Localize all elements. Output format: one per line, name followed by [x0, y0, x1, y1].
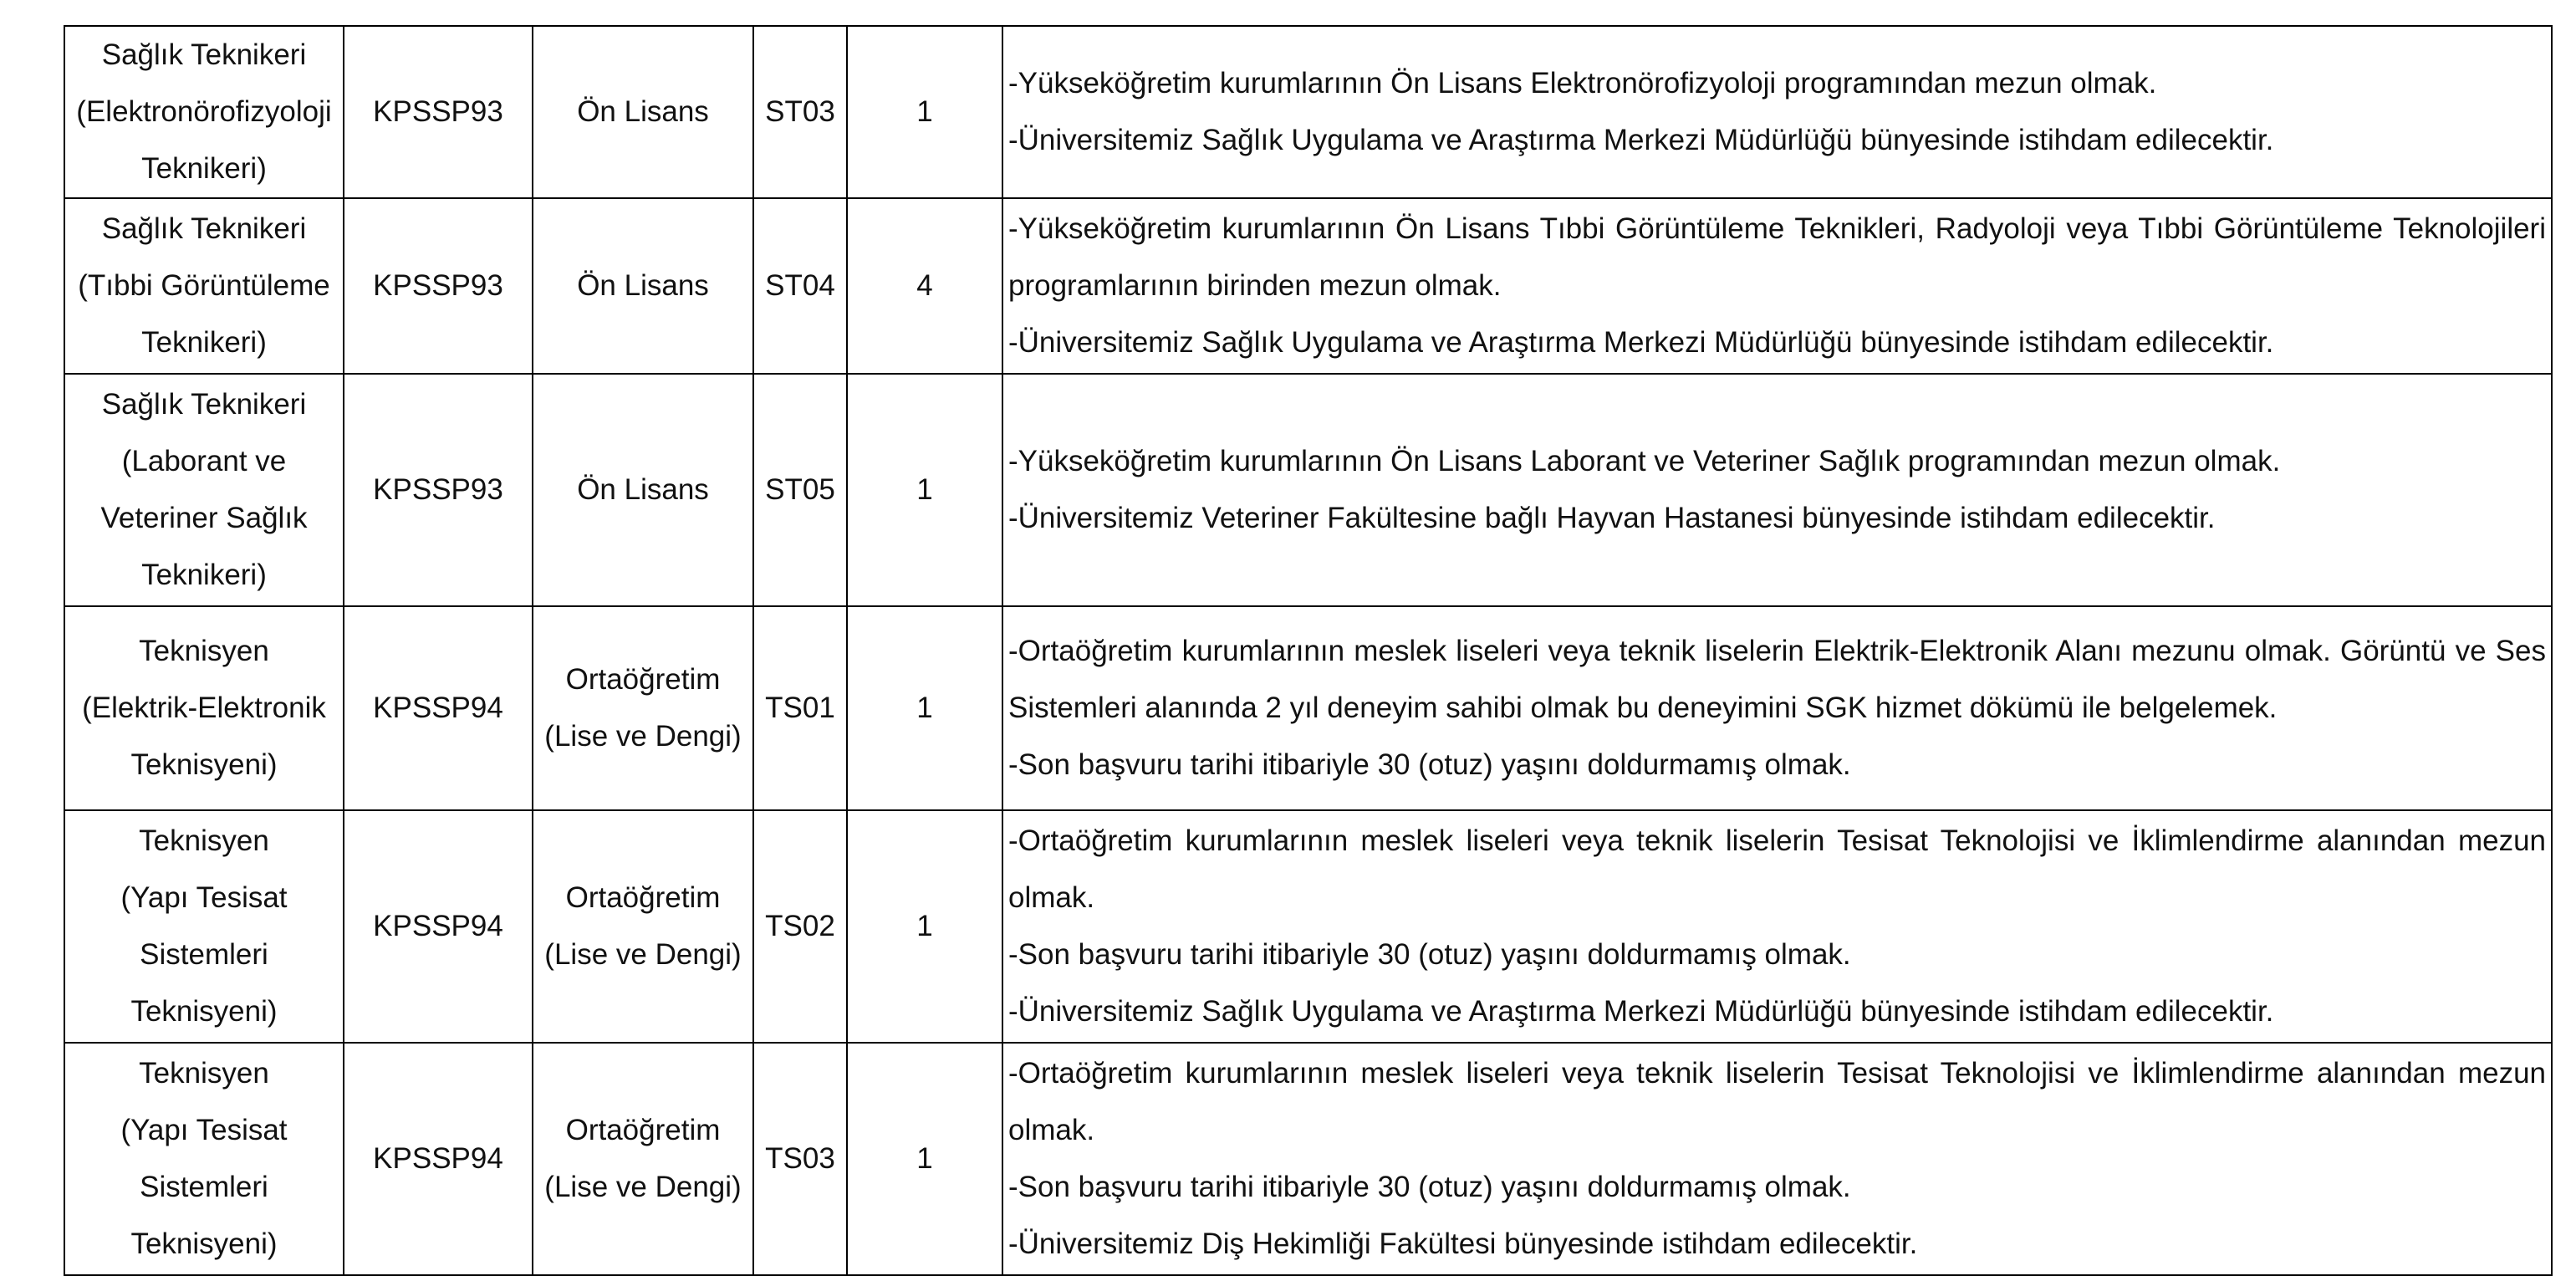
table-row — [64, 374, 2552, 606]
education-level-cell — [533, 26, 753, 198]
education-level-line: (Lise ve Dengi) — [544, 1171, 742, 1203]
position-code-cell: TS03 — [753, 1043, 847, 1275]
requirement-item: -Üniversitemiz Sağlık Uygulama ve Araştırma Merkezi Müdürlüğü bünyesinde istihdam edilecektir. — [1008, 995, 2274, 1028]
position-title-line: Teknikeri) — [141, 152, 267, 185]
position-title-line: Sağlık Teknikeri — [101, 388, 307, 421]
requirement-item: -Ortaöğretim kurumlarının meslek liseleri veya teknik liselerin Tesisat Teknolojisi ve İklimlendirme alanından mezun olmak. — [1008, 1057, 2546, 1146]
requirements-cell — [1002, 1043, 2552, 1275]
position-title-line: (Yapı Tesisat — [120, 881, 288, 914]
education-level-cell — [533, 1043, 753, 1275]
position-title-line: Teknikeri) — [141, 326, 267, 359]
education-level-cell — [533, 810, 753, 1043]
requirement-item: -Ortaöğretim kurumlarının meslek liseleri veya teknik liselerin Tesisat Teknolojisi ve İklimlendirme alanından mezun olmak. — [1008, 824, 2546, 914]
requirements-cell — [1002, 198, 2552, 374]
requirement-item: -Yükseköğretim kurumlarının Ön Lisans Tıbbi Görüntüleme Teknikleri, Radyoloji veya Tıbbi Görüntüleme Teknolojileri programlarının birinden mezun olmak. — [1008, 212, 2546, 302]
requirement-item: -Ortaöğretim kurumlarının meslek liseleri veya teknik liselerin Elektrik-Elektronik Alanı mezunu olmak. Görüntü ve Ses Sistemleri alanında 2 yıl deneyim sahibi olmak bu deneyimini SGK hizmet dökümü ile belgelemek. — [1008, 635, 2546, 724]
kpss-score-type-cell: KPSSP94 — [344, 810, 533, 1043]
position-count-cell: 4 — [847, 198, 1002, 374]
position-title-line: Sistemleri — [140, 1171, 268, 1203]
education-level-line: (Lise ve Dengi) — [544, 720, 742, 753]
requirement-item: -Üniversitemiz Sağlık Uygulama ve Araştırma Merkezi Müdürlüğü bünyesinde istihdam edilecektir. — [1008, 326, 2274, 359]
requirement-item: -Üniversitemiz Sağlık Uygulama ve Araştırma Merkezi Müdürlüğü bünyesinde istihdam edilecektir. — [1008, 124, 2274, 156]
position-title-line: Veteriner Sağlık — [100, 502, 308, 534]
education-level-line: Ön Lisans — [577, 473, 709, 506]
education-level-line: Ortaöğretim — [565, 881, 721, 914]
position-title-cell — [64, 606, 344, 810]
position-title-line: Teknisyen — [139, 635, 269, 667]
position-code-cell: ST05 — [753, 374, 847, 606]
position-title-line: Teknisyeni) — [130, 748, 278, 781]
position-title-line: Sağlık Teknikeri — [101, 38, 307, 71]
requirement-item: -Son başvuru tarihi itibariyle 30 (otuz) yaşını doldurmamış olmak. — [1008, 1171, 1851, 1203]
position-title-line: (Tıbbi Görüntüleme — [78, 269, 330, 302]
kpss-score-type-cell: KPSSP94 — [344, 606, 533, 810]
position-title-line: (Laborant ve — [121, 445, 287, 477]
position-count-cell: 1 — [847, 374, 1002, 606]
education-level-cell — [533, 198, 753, 374]
table-row — [64, 606, 2552, 810]
kpss-score-type-cell: KPSSP94 — [344, 1043, 533, 1275]
position-code-cell: TS02 — [753, 810, 847, 1043]
position-title-line: Teknisyeni) — [130, 995, 278, 1028]
requirement-item: -Yükseköğretim kurumlarının Ön Lisans Elektronörofizyoloji programından mezun olmak. — [1008, 67, 2157, 100]
position-title-line: (Elektrik-Elektronik — [82, 692, 326, 724]
position-title-cell — [64, 1043, 344, 1275]
position-code-cell: TS01 — [753, 606, 847, 810]
requirement-item: -Üniversitemiz Veteriner Fakültesine bağlı Hayvan Hastanesi bünyesinde istihdam edilecektir. — [1008, 502, 2216, 534]
position-title-line: (Elektronörofizyoloji — [76, 95, 332, 128]
position-count-cell: 1 — [847, 810, 1002, 1043]
position-count-cell: 1 — [847, 1043, 1002, 1275]
education-level-line: (Lise ve Dengi) — [544, 938, 742, 971]
requirement-item: -Üniversitemiz Diş Hekimliği Fakültesi bünyesinde istihdam edilecektir. — [1008, 1228, 1918, 1260]
position-count-cell: 1 — [847, 26, 1002, 198]
positions-table — [64, 25, 2553, 1276]
requirement-item: -Son başvuru tarihi itibariyle 30 (otuz) yaşını doldurmamış olmak. — [1008, 748, 1851, 781]
position-title-line: Teknisyen — [139, 824, 269, 857]
kpss-score-type-cell: KPSSP93 — [344, 374, 533, 606]
position-code-cell: ST03 — [753, 26, 847, 198]
education-level-line: Ortaöğretim — [565, 1114, 721, 1146]
position-title-line: Teknisyen — [139, 1057, 269, 1090]
position-title-line: Teknisyeni) — [130, 1228, 278, 1260]
position-title-line: Sağlık Teknikeri — [101, 212, 307, 245]
position-title-cell — [64, 374, 344, 606]
requirement-item: -Yükseköğretim kurumlarının Ön Lisans Laborant ve Veteriner Sağlık programından mezun olmak. — [1008, 445, 2281, 477]
education-level-cell — [533, 606, 753, 810]
education-level-line: Ortaöğretim — [565, 663, 721, 696]
table-row — [64, 26, 2552, 198]
kpss-score-type-cell: KPSSP93 — [344, 26, 533, 198]
requirements-cell — [1002, 606, 2552, 810]
position-title-cell — [64, 198, 344, 374]
position-title-line: Teknikeri) — [141, 559, 267, 591]
education-level-line: Ön Lisans — [577, 269, 709, 302]
requirements-cell — [1002, 26, 2552, 198]
education-level-cell — [533, 374, 753, 606]
position-title-line: (Yapı Tesisat — [120, 1114, 288, 1146]
position-title-cell — [64, 810, 344, 1043]
table-row — [64, 1043, 2552, 1275]
table-row — [64, 198, 2552, 374]
position-code-cell: ST04 — [753, 198, 847, 374]
table-row — [64, 810, 2552, 1043]
education-level-line: Ön Lisans — [577, 95, 709, 128]
position-title-line: Sistemleri — [140, 938, 268, 971]
position-title-cell — [64, 26, 344, 198]
position-count-cell: 1 — [847, 606, 1002, 810]
requirements-cell — [1002, 374, 2552, 606]
requirements-cell — [1002, 810, 2552, 1043]
kpss-score-type-cell: KPSSP93 — [344, 198, 533, 374]
requirement-item: -Son başvuru tarihi itibariyle 30 (otuz) yaşını doldurmamış olmak. — [1008, 938, 1851, 971]
